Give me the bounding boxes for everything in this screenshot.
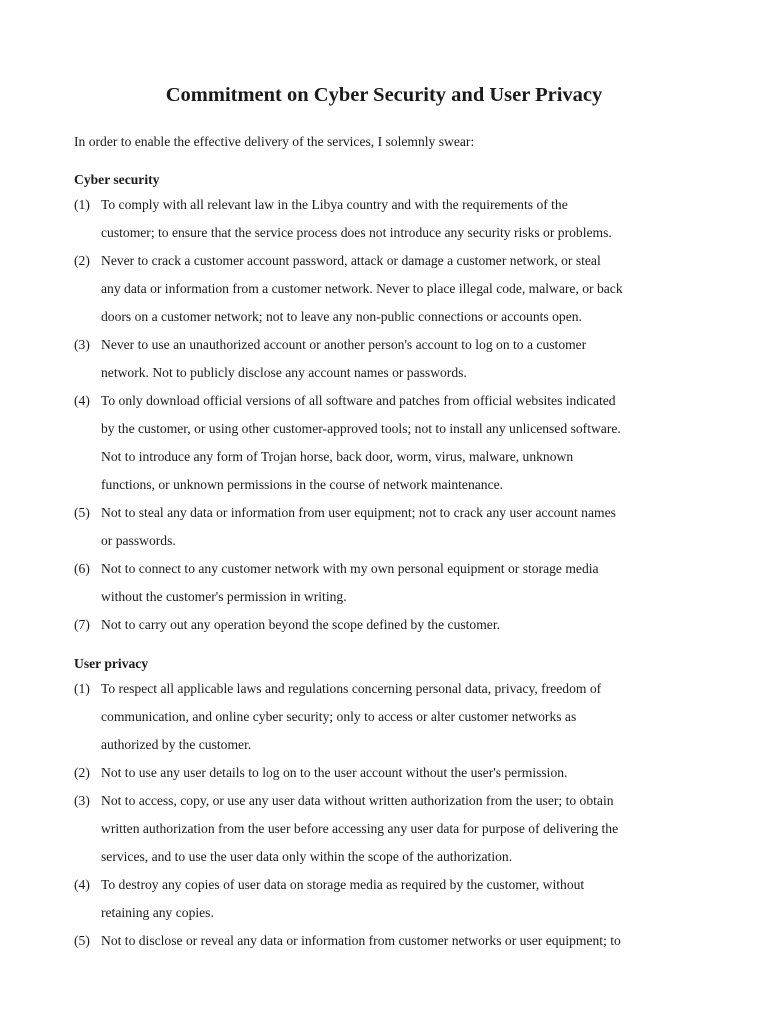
item-text-line: Not to access, copy, or use any user data without written authorization from the user; to obtain — [101, 793, 614, 808]
item-number: (2) — [74, 765, 90, 780]
item-text-line: functions, or unknown permissions in the course of network maintenance. — [101, 477, 504, 492]
item-text-line: communication, and online cyber security; only to access or alter customer networks as — [101, 709, 577, 724]
list-item — [74, 555, 704, 611]
item-number: (3) — [74, 337, 90, 352]
item-text-line: Not to introduce any form of Trojan horse, back door, worm, virus, malware, unknown — [101, 449, 574, 464]
item-text-line: or passwords. — [101, 533, 176, 548]
list-item — [74, 927, 704, 955]
item-number: (4) — [74, 393, 90, 408]
item-text-line: Not to disclose or reveal any data or information from customer networks or user equipment; to — [101, 933, 621, 948]
list-item — [74, 331, 704, 387]
item-number: (7) — [74, 617, 90, 632]
list-item — [74, 611, 704, 639]
item-text-line: written authorization from the user before accessing any user data for purpose of delivering the — [101, 821, 619, 836]
section-heading: User privacy — [74, 656, 149, 671]
item-text-line: To only download official versions of all software and patches from official websites indicated — [101, 393, 616, 408]
item-text-line: Never to crack a customer account password, attack or damage a customer network, or steal — [101, 253, 601, 268]
item-text-line: doors on a customer network; not to leave any non-public connections or accounts open. — [101, 309, 582, 324]
list-item — [74, 499, 704, 555]
item-text-line: services, and to use the user data only within the scope of the authorization. — [101, 849, 513, 864]
section-heading: Cyber security — [74, 172, 160, 187]
list-item — [74, 191, 704, 247]
item-number: (2) — [74, 253, 90, 268]
commitment-list — [74, 191, 704, 639]
item-text-line: To comply with all relevant law in the Libya country and with the requirements of the — [101, 197, 568, 212]
item-text-line: Never to use an unauthorized account or another person's account to log on to a customer — [101, 337, 587, 352]
item-text-line: Not to steal any data or information from user equipment; not to crack any user account names — [101, 505, 616, 520]
item-text-line: without the customer's permission in writing. — [101, 589, 347, 604]
item-text-line: Not to carry out any operation beyond the scope defined by the customer. — [101, 617, 501, 632]
item-number: (1) — [74, 681, 90, 696]
list-item — [74, 759, 704, 787]
list-item — [74, 675, 704, 759]
commitment-list — [74, 675, 704, 955]
item-text-line: network. Not to publicly disclose any account names or passwords. — [101, 365, 467, 380]
intro-paragraph: In order to enable the effective delivery of the services, I solemnly swear: — [74, 134, 475, 149]
item-text-line: customer; to ensure that the service process does not introduce any security risks or problems. — [101, 225, 612, 240]
list-item — [74, 871, 704, 927]
list-item — [74, 387, 704, 499]
document-title: Commitment on Cyber Security and User Privacy — [165, 84, 603, 106]
item-text-line: authorized by the customer. — [101, 737, 252, 752]
item-text-line: Not to connect to any customer network with my own personal equipment or storage media — [101, 561, 599, 576]
item-number: (5) — [74, 933, 90, 948]
item-number: (1) — [74, 197, 90, 212]
item-text-line: To respect all applicable laws and regulations concerning personal data, privacy, freedom of — [101, 681, 602, 696]
item-text-line: by the customer, or using other customer-approved tools; not to install any unlicensed software. — [101, 421, 621, 436]
item-number: (4) — [74, 877, 90, 892]
section-cyber-security — [74, 171, 704, 639]
item-text-line: Not to use any user details to log on to the user account without the user's permission. — [101, 765, 568, 780]
item-text-line: To destroy any copies of user data on storage media as required by the customer, without — [101, 877, 585, 892]
item-text-line: any data or information from a customer network. Never to place illegal code, malware, or back — [101, 281, 623, 296]
item-number: (5) — [74, 505, 90, 520]
item-number: (6) — [74, 561, 90, 576]
item-number: (3) — [74, 793, 90, 808]
list-item — [74, 787, 704, 871]
list-item — [74, 247, 704, 331]
item-text-line: retaining any copies. — [101, 905, 214, 920]
section-user-privacy — [74, 655, 704, 955]
